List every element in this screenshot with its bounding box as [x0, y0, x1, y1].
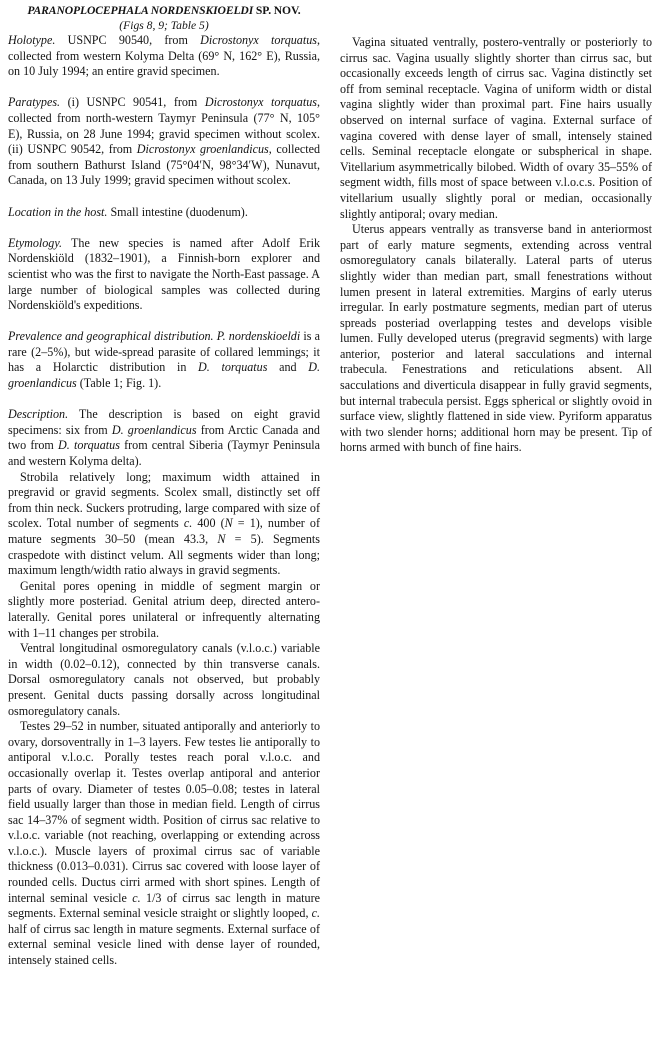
species-name: PARANOPLOCEPHALA NORDENSKIOELDI — [27, 4, 254, 17]
genital-pores-paragraph: Genital pores opening in middle of segment margin or slightly more posteriad. Genital atrium deep, directed antero-laterally. Genital pores unilateral or infrequently alternating with 1–11 changes per strobila. — [8, 578, 320, 640]
etymology-paragraph — [8, 236, 320, 314]
sample-size-symbol: N — [224, 516, 233, 531]
paratypes-text-2: , collected from north-western Taymyr Peninsula (77° N, 105° E), Russia, on 28 June 1994; gravid specimen without scolex. (ii) USNPC 90542, from — [8, 95, 320, 157]
circa-abbrev: c. — [132, 890, 141, 905]
host-name: Dicrostonyx groenlandicus — [136, 142, 269, 157]
host-name: Dicrostonyx torquatus — [204, 95, 317, 110]
circa-abbrev: c. — [311, 906, 320, 921]
testes-text-1: Testes 29–52 in number, situated antiporally and anteriorly to ovary, dorsoventrally in 1–3 layers. Few testes lie antiporally to antiporal v.l.o.c. Porally testes reach poral v.l.o.c. and occasionally overlap it. Testes overlap antiporal and anterior parts of ovary. Diameter of testes 0.05–0.08; testes in lateral field usually larger than those in median field. Length of cirrus sac 14–37% of segment width. Position of cirrus sac relative to v.l.o.c. variable (not reaching, overlapping or extending across v.l.o.c.). Muscle layers of proximal cirrus sac of variable thickness (0.013–0.031). Cirrus sac covered with loose layer of rounded cells. Ductus cirri armed with short spines. Length of internal seminal vesicle — [8, 719, 320, 905]
holotype-paragraph — [8, 33, 320, 80]
description-text-1: The description is based on eight gravid specimens: six from — [8, 407, 320, 437]
host-name: D. groenlandicus — [8, 360, 320, 391]
host-name: D. torquatus — [198, 360, 268, 375]
host-name: D. torquatus — [58, 438, 120, 453]
vagina-paragraph: Vagina situated ventrally, postero-ventrally or posteriorly to cirrus sac. Vagina usually slightly shorter than cirrus sac, but occasionally exceeds length of cirrus sac. Vagina distinctly set off from seminal receptacle. Vagina of uniform width or distal vagina slightly wider than proximal part. Fine hairs usually observed on internal surface of vagina. External surface of vagina covered with dense layer of small, intensely stained cells. Seminal receptacle elongate or subspherical in shape. Vitellarium asymmetrically bilobed. Width of ovary 35–55% of segment width, fills most of space between v.l.o.c.s. Position of vitellarium usually slightly poral or median, occasionally slightly antiporal; ovary median. — [340, 35, 652, 221]
strobila-text-3: = 1), number of mature segments 30–50 (mean 43.3, — [8, 516, 320, 546]
strobila-paragraph — [8, 470, 320, 579]
paratypes-text-1: (i) USNPC 90541, from — [60, 95, 205, 110]
species-title — [8, 3, 320, 18]
species-suffix: SP. NOV. — [253, 4, 301, 17]
prevalence-label: Prevalence and geographical distribution. — [8, 329, 214, 344]
species-name: P. nordenskioeldi — [213, 329, 301, 344]
strobila-text-1: Strobila relatively long; maximum width attained in pregravid or gravid segments. Scolex small, distinctly set off from thin neck. Suckers protruding, large compared with size of scolex. Total number of segments — [8, 469, 320, 531]
testes-text-2: 1/3 of cirrus sac length in mature segments. External seminal vesicle straight or slightly looped, — [8, 890, 320, 921]
strobila-text-4: = 5). Segments craspedote with distinct velum. All segments wider than long; maximum length/width ratio always in gravid segments. — [8, 532, 320, 578]
uterus-paragraph: Uterus appears ventrally as transverse band in anteriormost part of early mature segments, extending across ventral osmoregulatory canals bilaterally. Lateral parts of uterus slightly wider than median part, small fenestrations without lumen present in lateral extremities. Margins of early uterus irregular. In early postmature segments, median part of uterus spreads posteriad overlapping testes and develops visible lumen. Fully developed uterus (pregravid segments) with large anterior, posterior and lateral sacculations and internal trabecula. Fenestrations and reticulations absent. All sacculations and diverticula disappear in fully gravid segments, but internal trabecula persist. Eggs spherical or slightly ovoid in surface view, slightly flattened in side view. Pyriform apparatus with two slender horns; additional horn may be present. Tip of horns armed with bunch of fine hairs. — [340, 222, 652, 455]
testes-text-3: half of cirrus sac length in mature segments. External surface of external seminal vesicle lined with dense layer of rounded, intensely stained cells. — [8, 921, 320, 968]
description-label: Description. — [8, 407, 69, 422]
right-column — [340, 35, 652, 456]
etymology-label: Etymology. — [8, 235, 63, 250]
location-paragraph — [8, 205, 320, 221]
paratypes-paragraph — [8, 95, 320, 189]
prevalence-text-3: (Table 1; Fig. 1). — [76, 376, 162, 391]
testes-paragraph — [8, 719, 320, 969]
host-name: Dicrostonyx torquatus — [200, 33, 317, 47]
holotype-text-1: USNPC 90540, from — [55, 33, 201, 47]
osmoregulatory-paragraph: Ventral longitudinal osmoregulatory canals (v.l.o.c.) variable in width (0.02–0.12), connected by thin transverse canals. Dorsal osmoregulatory canals not observed, but probably present. Genital ducts passing dorsally across longitudinal osmoregulatory canals. — [8, 641, 320, 718]
left-column — [8, 0, 320, 969]
etymology-text: The new species is named after Adolf Erik Nordenskiöld (1832–1901), a Finnish-born explorer and scientist who was the first to navigate the North-East passage. A large number of biological samples was collected during Nordenskiöld's expeditions. — [8, 235, 320, 313]
location-text: Small intestine (duodenum). — [107, 204, 248, 219]
sample-size-symbol: N — [217, 532, 226, 546]
description-text-2: from Arctic Canada and two from — [8, 422, 320, 453]
strobila-text-2: 400 ( — [192, 516, 225, 531]
prevalence-text-1: is a rare (2–5%), but wide-spread parasite of collared lemmings; it has a Holarctic distribution in — [8, 329, 321, 375]
holotype-text-2: , collected from western Kolyma Delta (69° N, 162° E), Russia, on 10 July 1994; an entire gravid specimen. — [8, 33, 320, 79]
prevalence-paragraph — [8, 329, 320, 391]
description-text-3: from central Siberia (Taymyr Peninsula and western Kolyma delta). — [8, 438, 320, 469]
circa-abbrev: c. — [183, 516, 193, 531]
holotype-label: Holotype. — [8, 33, 56, 47]
host-name: D. groenlandicus — [111, 422, 197, 437]
location-label: Location in the host. — [8, 204, 108, 219]
prevalence-text-2: and — [267, 360, 309, 375]
paratypes-text-3: , collected from southern Bathurst Island (75°04′N, 98°34′W), Nunavut, Canada, on 13 July 1999; gravid specimen without scolex. — [8, 142, 320, 188]
paratypes-label: Paratypes. — [8, 95, 61, 110]
description-paragraph — [8, 407, 320, 469]
figure-reference: (Figs 8, 9; Table 5) — [119, 19, 209, 32]
